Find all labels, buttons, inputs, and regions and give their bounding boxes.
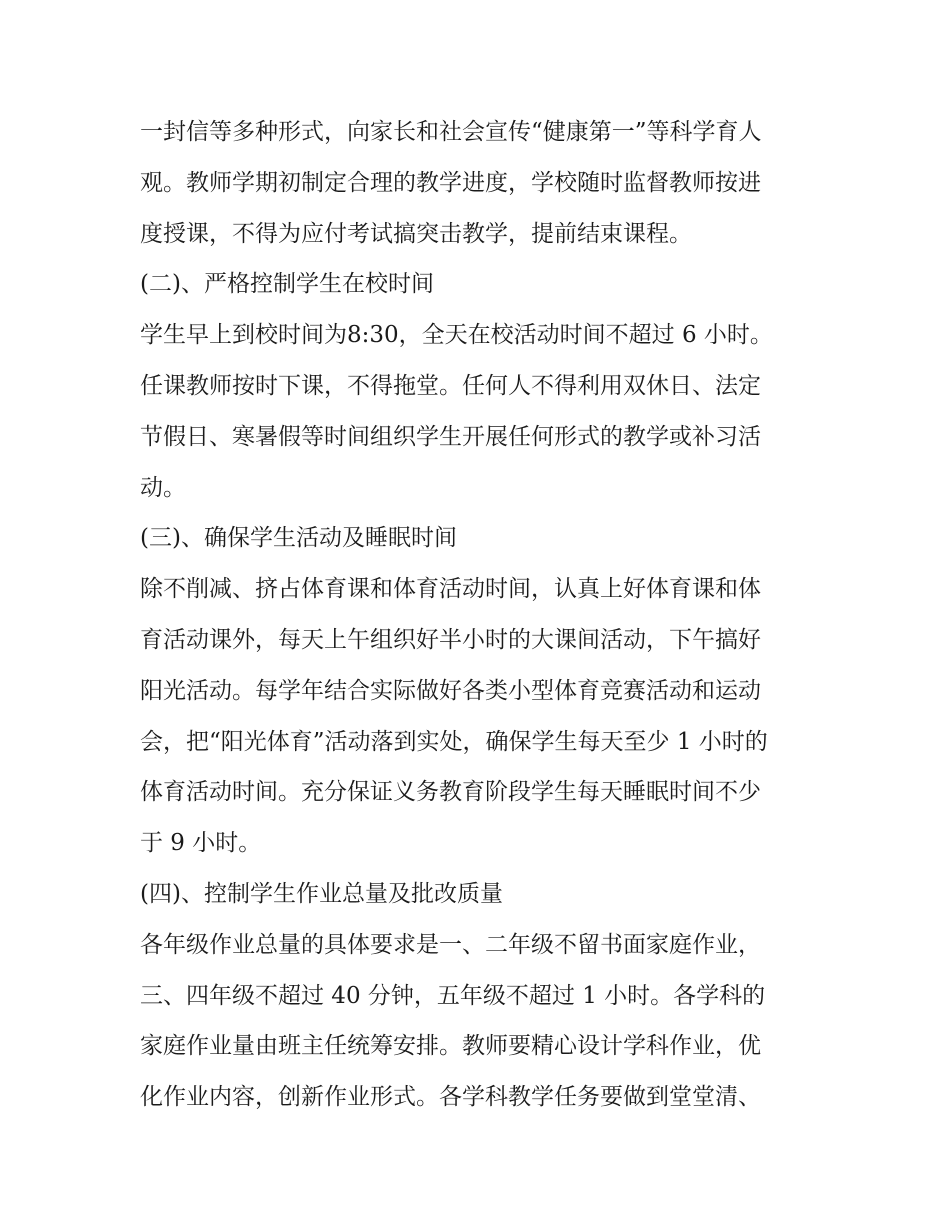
paragraph-line: 观。教师学期初制定合理的教学进度，学校随时监督教师按进 [140, 169, 761, 196]
section-heading: (三)、确保学生活动及睡眠时间 [140, 525, 457, 552]
section-heading: (四)、控制学生作业总量及批改质量 [140, 880, 503, 907]
paragraph-line: 节假日、寒暑假等时间组织学生开展任何形式的教学或补习活 [140, 423, 761, 450]
section-heading: (二)、严格控制学生在校时间 [140, 271, 434, 298]
paragraph-line: 阳光活动。每学年结合实际做好各类小型体育竞赛活动和运动 [140, 677, 761, 704]
paragraph-line: 除不削减、挤占体育课和体育活动时间，认真上好体育课和体 [140, 576, 761, 603]
paragraph-line: 会，把“阳光体育”活动落到实处，确保学生每天至少 1 小时的 [140, 728, 768, 755]
paragraph-line: 化作业内容，创新作业形式。各学科教学任务要做到堂堂清、 [140, 1084, 761, 1111]
paragraph-line: 体育活动时间。充分保证义务教育阶段学生每天睡眠时间不少 [140, 779, 761, 806]
paragraph-line: 三、四年级不超过 40 分钟，五年级不超过 1 小时。各学科的 [140, 982, 766, 1009]
paragraph-line: 任课教师按时下课，不得拖堂。任何人不得利用双休日、法定 [140, 372, 761, 399]
paragraph-line: 各年级作业总量的具体要求是一、二年级不留书面家庭作业， [140, 931, 761, 958]
paragraph-line: 度授课，不得为应付考试搞突击教学，提前结束课程。 [140, 220, 692, 247]
paragraph-line: 学生早上到校时间为8:30，全天在校活动时间不超过 6 小时。 [140, 322, 773, 349]
document-body [140, 107, 820, 1123]
paragraph-line: 一封信等多种形式，向家长和社会宣传“健康第一”等科学育人 [140, 119, 762, 145]
paragraph-line: 家庭作业量由班主任统筹安排。教师要精心设计学科作业，优 [140, 1033, 761, 1060]
paragraph-line: 于 9 小时。 [140, 830, 262, 857]
paragraph-line: 育活动课外，每天上午组织好半小时的大课间活动，下午搞好 [140, 626, 761, 653]
paragraph-line: 动。 [140, 474, 186, 501]
